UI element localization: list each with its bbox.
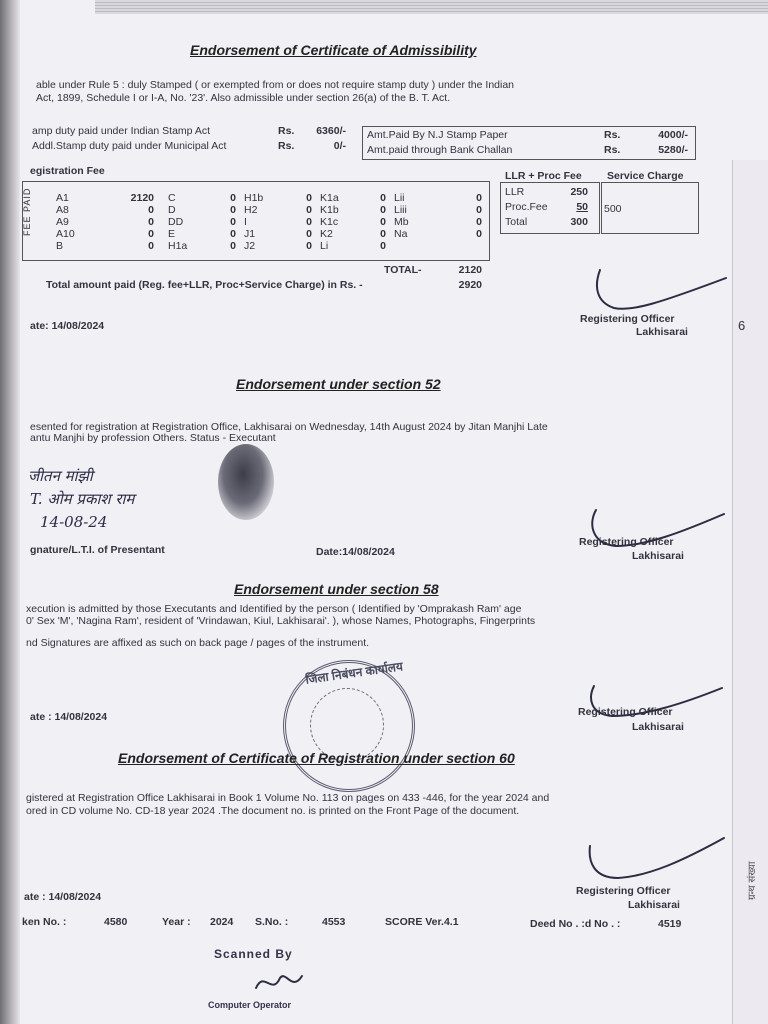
fee-amount: 0: [306, 192, 312, 204]
fee-code: K2: [320, 228, 333, 240]
fee-code: Liii: [394, 204, 407, 216]
officer-1-place: Lakhisarai: [636, 326, 688, 338]
admissibility-line-1: able under Rule 5 : duly Stamped ( or exempted from or does not require stamp duty ) under the Indian: [36, 79, 515, 91]
fee-amount: 0: [306, 240, 312, 252]
llr-total-value: 300: [570, 216, 588, 228]
scanned-by-stamp: Scanned By: [214, 947, 293, 961]
admissibility-title: Endorsement of Certificate of Admissibility: [190, 42, 477, 58]
fee-amount: 0: [380, 192, 386, 204]
fee-code: Lii: [394, 192, 405, 204]
addl-stamp-duty-label: Addl.Stamp duty paid under Municipal Act: [32, 140, 227, 152]
deed-value: 4519: [658, 918, 682, 930]
nj-stamp-value: 4000/-: [658, 129, 688, 141]
handwritten-date: 14-08-24: [40, 513, 108, 531]
llr-label: LLR: [505, 186, 525, 198]
section-60-line-1: gistered at Registration Office Lakhisarai in Book 1 Volume No. 113 on pages on 433 -446, for the year 2024 and: [26, 792, 550, 804]
admissibility-line-2: Act, 1899, Schedule I or I-A, No. '23'. Also admissible under section 26(a) of the B. T. Act.: [36, 92, 451, 104]
section-52-line-2: antu Manjhi by profession Others. Status - Executant: [30, 432, 276, 444]
fee-code: H1a: [168, 240, 188, 252]
fee-code: H2: [244, 204, 258, 216]
stacked-pages-edge: [95, 0, 768, 14]
fee-amount: 0: [148, 216, 154, 228]
fee-code: A8: [56, 204, 69, 216]
fee-amount: 0: [380, 240, 386, 252]
handwritten-name: जीतन मांझी: [28, 467, 93, 485]
thumb-impression: [218, 444, 274, 520]
proc-fee-label: Proc.Fee: [505, 201, 548, 213]
fee-amount: 0: [230, 192, 236, 204]
proc-fee-value: 50: [576, 201, 588, 213]
officer-signature-2: [586, 506, 728, 556]
fee-code: DD: [168, 216, 184, 228]
bank-challan-value: 5280/-: [658, 144, 688, 156]
fee-code: A1: [56, 192, 69, 204]
section-60-line-2: ored in CD volume No. CD-18 year 2024 .The document no. is printed on the Front Page of the document.: [26, 805, 520, 817]
fee-amount: 0: [306, 228, 312, 240]
llr-heading: LLR + Proc Fee: [505, 170, 582, 182]
officer-2-place: Lakhisarai: [632, 550, 684, 562]
section-58-date: ate : 14/08/2024: [30, 711, 108, 723]
officer-3-place: Lakhisarai: [632, 721, 684, 733]
service-charge-heading: Service Charge: [607, 170, 684, 182]
fee-amount: 0: [230, 204, 236, 216]
bank-challan-rs: Rs.: [604, 144, 621, 156]
service-charge-value: 500: [604, 203, 622, 215]
binder-edge: [0, 0, 20, 1024]
fee-amount: 0: [148, 228, 154, 240]
fee-code: J1: [244, 228, 256, 240]
bank-challan-label: Amt.paid through Bank Challan: [367, 144, 513, 156]
token-label: ken No. :: [22, 916, 67, 928]
stamp-duty-label: amp duty paid under Indian Stamp Act: [32, 125, 211, 137]
section-58-line-1: xecution is admitted by those Executants and Identified by the person ( Identified by 'Omprakash Ram' age: [26, 603, 522, 615]
fee-code: Li: [320, 240, 329, 252]
nj-stamp-label: Amt.Paid By N.J Stamp Paper: [367, 129, 508, 141]
fee-code: B: [56, 240, 64, 252]
year-value: 2024: [210, 916, 234, 928]
margin-vertical-note: ग्रन्थ संख्या: [747, 861, 758, 900]
fee-amount: 0: [306, 204, 312, 216]
section-60-title: Endorsement of Certificate of Registration under section 60: [118, 750, 515, 766]
seal-text: जिला निबंधन कार्यालय: [304, 659, 404, 687]
grand-total-value: 2920: [458, 279, 482, 291]
section-58-line-2: 0' Sex 'M', 'Nagina Ram', resident of 'Vrindawan, Kiul, Lakhisarai'. ), whose Names, Photographs, Fingerprints: [26, 615, 536, 627]
year-label: Year :: [162, 916, 191, 928]
fee-code: I: [244, 216, 247, 228]
computer-operator-stamp: Computer Operator: [208, 1000, 292, 1010]
score-version: SCORE Ver.4.1: [385, 916, 459, 928]
nj-stamp-rs: Rs.: [604, 129, 621, 141]
fee-amount: 2120: [130, 192, 154, 204]
fee-code: J2: [244, 240, 256, 252]
fee-code: A10: [56, 228, 75, 240]
fee-code: D: [168, 204, 176, 216]
fee-code: C: [168, 192, 176, 204]
fee-code: K1b: [320, 204, 339, 216]
sno-value: 4553: [322, 916, 346, 928]
fee-amount: 0: [148, 204, 154, 216]
fee-amount: 0: [306, 216, 312, 228]
deed-label: Deed No . :d No . :: [530, 918, 621, 930]
officer-1-title: Registering Officer: [580, 313, 675, 325]
fee-code: K1c: [320, 216, 339, 228]
fee-code: Mb: [394, 216, 409, 228]
fee-amount: 0: [380, 204, 386, 216]
officer-4-place: Lakhisarai: [628, 899, 680, 911]
fee-amount: 0: [380, 216, 386, 228]
fee-total-label: TOTAL-: [384, 264, 422, 276]
officer-2-title: Registering Officer: [579, 536, 674, 548]
addl-stamp-duty-rs: Rs.: [278, 140, 295, 152]
fee-amount: 0: [230, 240, 236, 252]
officer-signature-4: [584, 832, 728, 888]
fee-paid-side-label: FEE PAID: [22, 187, 32, 236]
handwritten-identifier: T. ओम प्रकाश राम: [30, 490, 135, 508]
llr-value: 250: [570, 186, 588, 198]
fee-amount: 0: [476, 204, 482, 216]
section-58-line-3: nd Signatures are affixed as such on back page / pages of the instrument.: [26, 637, 370, 649]
fee-amount: 0: [230, 228, 236, 240]
block1-date: ate: 14/08/2024: [30, 320, 105, 332]
section-52-title: Endorsement under section 52: [236, 376, 441, 392]
officer-4-title: Registering Officer: [576, 885, 671, 897]
fee-amount: 0: [380, 228, 386, 240]
fee-code: H1b: [244, 192, 264, 204]
section-58-title: Endorsement under section 58: [234, 581, 439, 597]
grand-total-label: Total amount paid (Reg. fee+LLR, Proc+Service Charge) in Rs. -: [46, 279, 363, 291]
fee-total-value: 2120: [458, 264, 482, 276]
registration-fee-heading: egistration Fee: [30, 165, 105, 177]
stamp-duty-rs: Rs.: [278, 125, 295, 137]
fee-amount: 0: [476, 192, 482, 204]
fee-code: A9: [56, 216, 69, 228]
officer-signature-1: [592, 264, 732, 314]
stamp-duty-value: 6360/-: [316, 125, 346, 137]
section-52-date: Date:14/08/2024: [316, 546, 395, 558]
fee-code: E: [168, 228, 176, 240]
operator-signature: [250, 966, 310, 1000]
token-value: 4580: [104, 916, 128, 928]
fee-code: K1a: [320, 192, 339, 204]
officer-3-title: Registering Officer: [578, 706, 673, 718]
fee-code: Na: [394, 228, 408, 240]
fee-amount: 0: [476, 228, 482, 240]
fee-amount: 0: [476, 216, 482, 228]
section-52-line-1: esented for registration at Registration Office, Lakhisarai on Wednesday, 14th August 2024 by Jitan Manjhi Late: [30, 421, 548, 433]
addl-stamp-duty-value: 0/-: [333, 140, 346, 152]
fee-amount: 0: [148, 240, 154, 252]
sno-label: S.No. :: [255, 916, 289, 928]
margin-page-mark: 6: [738, 318, 746, 333]
section-60-date: ate : 14/08/2024: [24, 891, 102, 903]
llr-total-label: Total: [505, 216, 528, 228]
presentant-signature-label: gnature/L.T.I. of Presentant: [30, 544, 165, 556]
fee-amount: 0: [230, 216, 236, 228]
